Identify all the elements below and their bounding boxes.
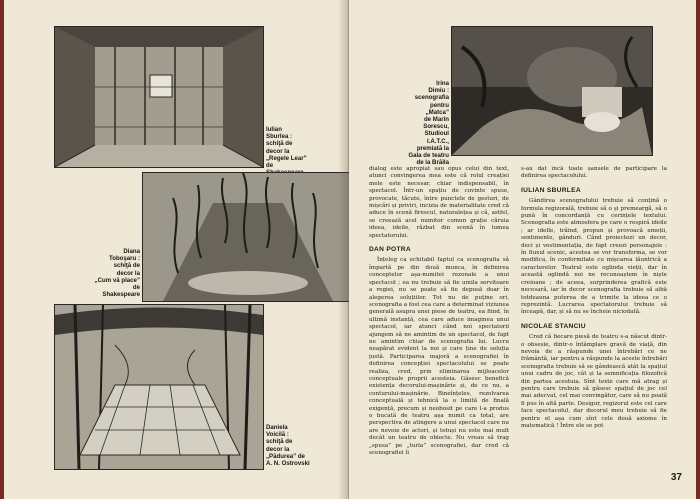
section-heading-iulian-sburlea: IULIAN SBURLEA (521, 186, 581, 194)
page-number: 37 (670, 472, 682, 483)
caption-cum-va-place: Diana Toboşaru : schiţă de decor la „Cum vă place” de Shakespeare (94, 248, 140, 299)
left-page (4, 0, 349, 499)
text-column-right (521, 166, 667, 466)
paragraph: Cred că fiecare piesă de teatru s-a născut dintr-o obsesie, dintr-o întâmplare gravă de viață, din nevoia de a răspunde unei întrebări ce ne frământă, iar pentru a răspunde la aceste întrebări scenografia trebuie să se gândească atât la spațiul unui cadru de joc, cât și la semnificația filozofică din partea acestuia. Sînt texte care mă atrag și pentru care trebuie să găsesc spațiul de joc cel mai adecvat, cel mai convingător, care să nu poată fi pus în altă parte. Desigur, regizorul este cel care face spectacolul, dar decorul meu trebuie să fie pentru el așa cum sînt cele două axiome în matematică ! Între ele se pot (521, 334, 667, 429)
figure-padurea-sketch (54, 304, 264, 470)
caption-regele-lear: Iulian Sburlea : schiţă de decor la „Regele Lear” de (266, 126, 307, 170)
section-heading-nicolae-stanciu: NICOLAE STANCIU (521, 322, 586, 330)
figure-matca-photo (451, 26, 653, 156)
text-column-left (369, 166, 509, 484)
paragraph: Gândirea scenografului trebuie să conțină o formula regizorală, trebuie să o și premeargă, să o pună în concordanță cu cerințele textului. Scenografia este atmosfera pe care o respiră ideile ; ar idelle, trăind, propun și provoacă emoții, sentimente, gânduri. Când proiectezi un decor, deci și vestimentația, de fapt creezi personajele : în fluxul scenic, acestea se vor transforma, se vor modifica, în conformitate cu mișcarea lăuntrică a caracterelor. Teatrul este oglinda vieții, dar în această oglindă noi ne recunoaștem în niște creioane ; de aceea, surprinderea grafică este necesară, iar în decor scenografia trebuie să aibă totdeauna puterea de a trimite la ideea ce o reprezintă. Lucrarea spectatorului trebuie să înceapă, dar, și să nu se încheie niciodată. (521, 198, 667, 316)
figure-regele-lear-sketch (54, 26, 264, 168)
paragraph: s-au dat încă toate șansele de participare la definirea spectacolului. (521, 166, 667, 180)
section-heading-dan-potra: DAN POTRA (369, 246, 411, 254)
figure-cum-va-place-sketch (142, 172, 354, 302)
right-page (349, 0, 696, 499)
caption-padurea: Daniela Voicilă : schiţă de decor la „Pădurea” de A. N. Ostrovski (266, 424, 310, 468)
paragraph: dialog este apropiat sau opus celui din text, atunci convingerea mea este că rolul creației mele este necesar, chiar indispensabil, în spectacol. Într-un spațiu de cuvinte spuse, provocate, tăcute, între punctele de gesturi, de mișcări și priviri, inciziа de materialitate cred că aduce în scenă firescul, naturalețea și că, astfel, se creează acel numitor comun grație căruia ideea, ideile, răzbat din scenă în lumea spectatorului. (369, 166, 509, 239)
caption-matca: Irina Dimiu : scenografia pentru „Matca” de Marin Sorescu, Studioul I.A.T.C., premiată la Gala de teatru de la Brăila (408, 80, 449, 167)
paragraph: Înțeleg ca echitabil faptul ca scenografia să împartă pe din două munca, în definirea conceptelor așa-numitei rezonale a unui spectacol ; ea nu trebuie să fie umila servitoare a regiei, nu se poate să fie depusă doar în alegerea soluțiilor. Tot nu de puține ori, scenografia a fost cea care a determinat viziunea generală asupra unei piese de teatru, ea fiind, în ultimă instanță, cea care aduce imaginea unui spectacol, iar atunci când noi spectatorii ajungem să ne amintim de un spectacol, de fapt ne amintim chiar de scenografia lui. Lucru neapărat evident la noi și care ține de soluția justă. Participarea majoră a scenografiei în definirea concepției spectacolului se poate realiza, cred, prin eliminarea mijloacelor conceptuale proprii acesteia. Găsesc benefică existența decorului-mașinărie și, de ce nu, a conturului-mașinărie. Bineînțeles, rezolvarea conceptuală și tehnică la o limită de finală exigență, precum și neobosit pe care l-a produs o bucată de teatru așa numit ca total, are perspectiva de atingere a unui spectacol care nu are nevoie de actori, și totuși nu este mai mult decât un teatru de obiecte. Nu vreau să trag „spusa” pe „turla” scenografiei, dar cred că scenografiei îi (369, 257, 509, 457)
